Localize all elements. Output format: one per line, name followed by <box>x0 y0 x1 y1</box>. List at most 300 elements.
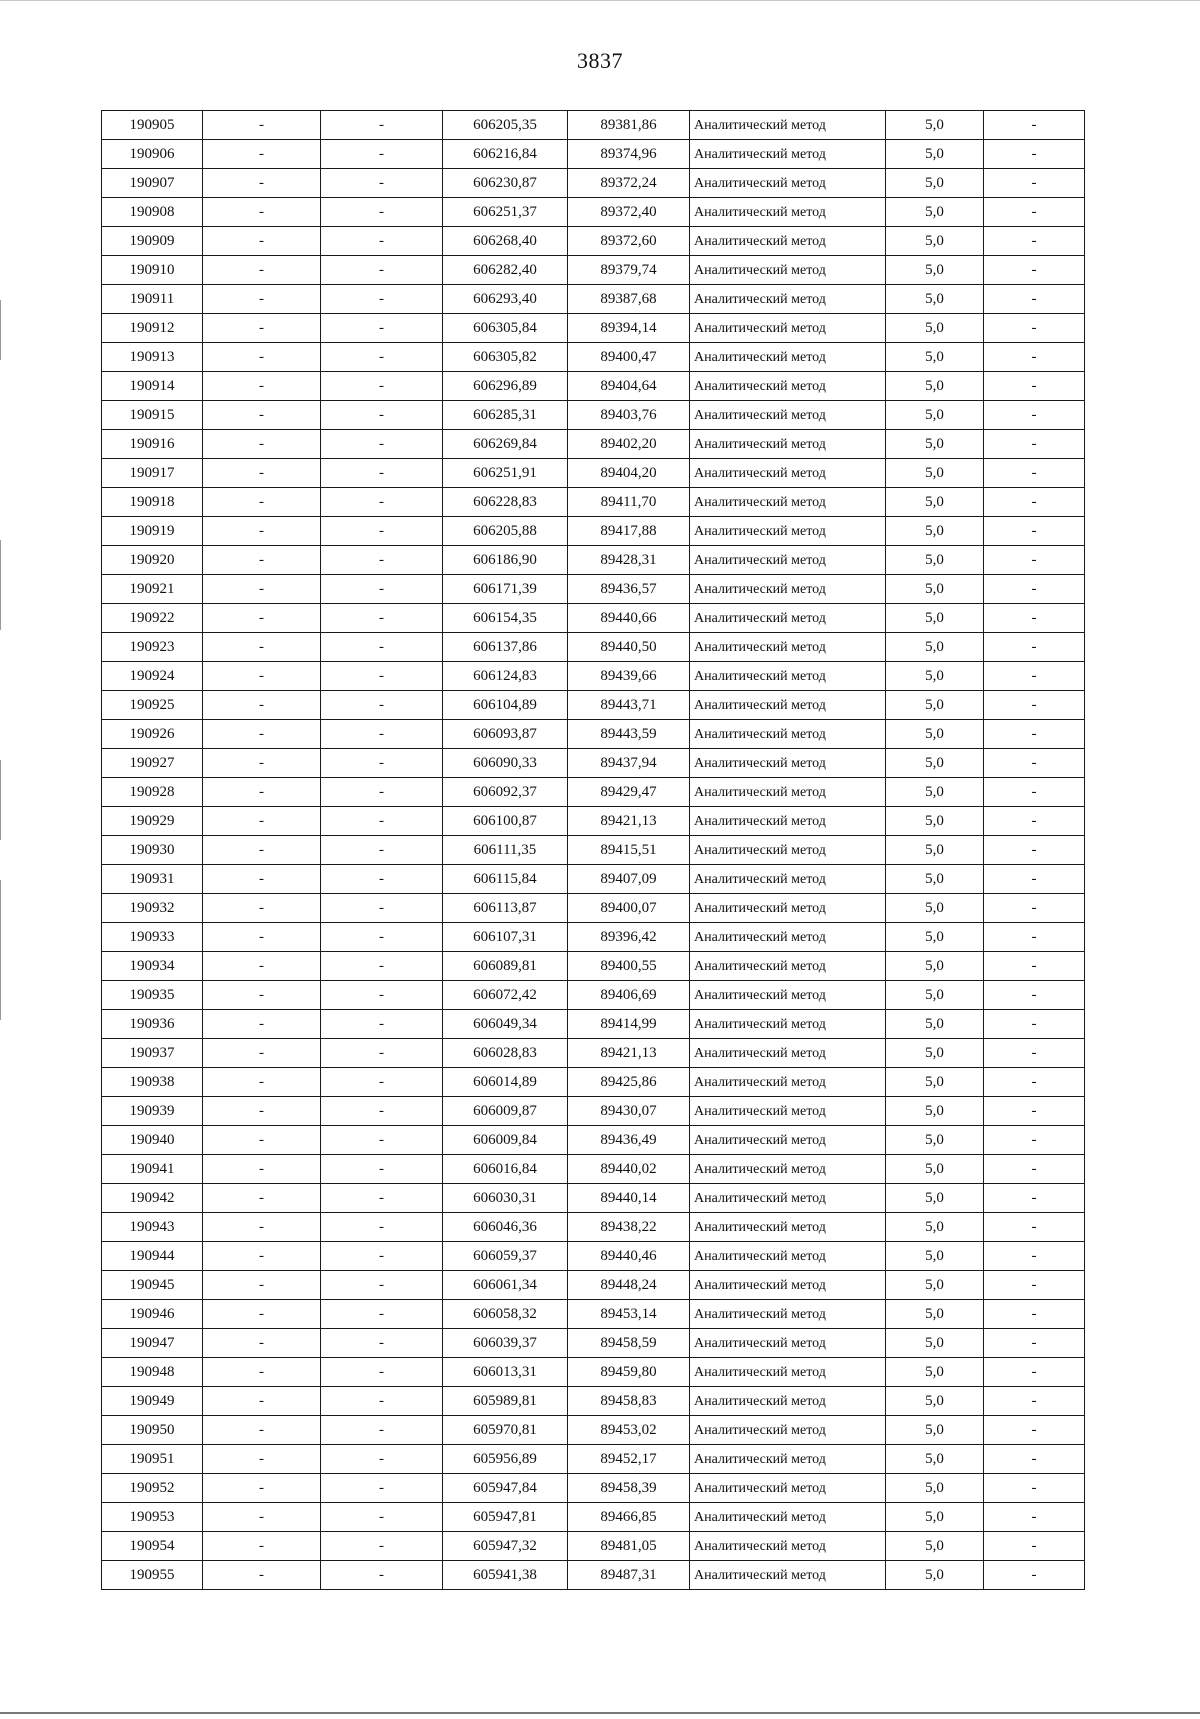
cell-point-number: 190914 <box>102 372 203 401</box>
cell-method: Аналитический метод <box>690 981 886 1010</box>
cell-col-8: - <box>984 169 1085 198</box>
cell-accuracy: 5,0 <box>886 865 984 894</box>
cell-col-8: - <box>984 691 1085 720</box>
cell-x-coordinate: 606115,84 <box>443 865 568 894</box>
cell-col-8: - <box>984 1010 1085 1039</box>
cell-col-8: - <box>984 488 1085 517</box>
cell-col-8: - <box>984 662 1085 691</box>
cell-accuracy: 5,0 <box>886 1300 984 1329</box>
cell-y-coordinate: 89481,05 <box>568 1532 690 1561</box>
cell-col-8: - <box>984 1358 1085 1387</box>
cell-col-2: - <box>203 459 321 488</box>
cell-x-coordinate: 606269,84 <box>443 430 568 459</box>
table-row <box>102 952 1085 981</box>
cell-col-8: - <box>984 1329 1085 1358</box>
cell-y-coordinate: 89453,14 <box>568 1300 690 1329</box>
cell-col-3: - <box>321 1300 443 1329</box>
cell-point-number: 190938 <box>102 1068 203 1097</box>
cell-accuracy: 5,0 <box>886 517 984 546</box>
cell-col-8: - <box>984 1445 1085 1474</box>
table-row <box>102 749 1085 778</box>
cell-accuracy: 5,0 <box>886 1358 984 1387</box>
cell-point-number: 190909 <box>102 227 203 256</box>
cell-point-number: 190918 <box>102 488 203 517</box>
cell-col-8: - <box>984 575 1085 604</box>
cell-y-coordinate: 89421,13 <box>568 807 690 836</box>
cell-accuracy: 5,0 <box>886 140 984 169</box>
cell-col-8: - <box>984 865 1085 894</box>
cell-method: Аналитический метод <box>690 836 886 865</box>
cell-col-3: - <box>321 1213 443 1242</box>
cell-method: Аналитический метод <box>690 691 886 720</box>
cell-y-coordinate: 89459,80 <box>568 1358 690 1387</box>
cell-point-number: 190942 <box>102 1184 203 1213</box>
cell-x-coordinate: 606107,31 <box>443 923 568 952</box>
cell-col-8: - <box>984 981 1085 1010</box>
table-row <box>102 575 1085 604</box>
cell-point-number: 190954 <box>102 1532 203 1561</box>
table-row <box>102 1387 1085 1416</box>
cell-point-number: 190932 <box>102 894 203 923</box>
cell-col-2: - <box>203 430 321 459</box>
cell-col-3: - <box>321 807 443 836</box>
cell-col-3: - <box>321 633 443 662</box>
cell-y-coordinate: 89381,86 <box>568 111 690 140</box>
cell-col-3: - <box>321 1329 443 1358</box>
cell-accuracy: 5,0 <box>886 894 984 923</box>
cell-method: Аналитический метод <box>690 1039 886 1068</box>
cell-col-2: - <box>203 575 321 604</box>
cell-y-coordinate: 89436,49 <box>568 1126 690 1155</box>
table-row <box>102 1010 1085 1039</box>
cell-x-coordinate: 606230,87 <box>443 169 568 198</box>
cell-col-8: - <box>984 1126 1085 1155</box>
cell-col-2: - <box>203 314 321 343</box>
cell-method: Аналитический метод <box>690 1387 886 1416</box>
cell-y-coordinate: 89439,66 <box>568 662 690 691</box>
cell-point-number: 190933 <box>102 923 203 952</box>
table-row <box>102 1300 1085 1329</box>
cell-col-2: - <box>203 343 321 372</box>
cell-accuracy: 5,0 <box>886 285 984 314</box>
table-row <box>102 256 1085 285</box>
cell-y-coordinate: 89487,31 <box>568 1561 690 1590</box>
cell-x-coordinate: 606228,83 <box>443 488 568 517</box>
cell-col-8: - <box>984 256 1085 285</box>
cell-x-coordinate: 605941,38 <box>443 1561 568 1590</box>
cell-col-3: - <box>321 372 443 401</box>
cell-method: Аналитический метод <box>690 1416 886 1445</box>
cell-col-3: - <box>321 546 443 575</box>
cell-col-2: - <box>203 1532 321 1561</box>
cell-accuracy: 5,0 <box>886 1213 984 1242</box>
cell-method: Аналитический метод <box>690 807 886 836</box>
cell-x-coordinate: 606111,35 <box>443 836 568 865</box>
cell-y-coordinate: 89458,59 <box>568 1329 690 1358</box>
cell-accuracy: 5,0 <box>886 227 984 256</box>
cell-x-coordinate: 606285,31 <box>443 401 568 430</box>
cell-method: Аналитический метод <box>690 372 886 401</box>
cell-col-3: - <box>321 1068 443 1097</box>
cell-x-coordinate: 606014,89 <box>443 1068 568 1097</box>
cell-x-coordinate: 606268,40 <box>443 227 568 256</box>
cell-accuracy: 5,0 <box>886 604 984 633</box>
table-row <box>102 314 1085 343</box>
cell-accuracy: 5,0 <box>886 981 984 1010</box>
table-row <box>102 459 1085 488</box>
cell-y-coordinate: 89440,02 <box>568 1155 690 1184</box>
table-row <box>102 517 1085 546</box>
cell-col-3: - <box>321 662 443 691</box>
cell-method: Аналитический метод <box>690 198 886 227</box>
cell-accuracy: 5,0 <box>886 314 984 343</box>
cell-y-coordinate: 89403,76 <box>568 401 690 430</box>
cell-point-number: 190922 <box>102 604 203 633</box>
cell-method: Аналитический метод <box>690 1503 886 1532</box>
cell-point-number: 190927 <box>102 749 203 778</box>
cell-y-coordinate: 89404,64 <box>568 372 690 401</box>
cell-x-coordinate: 606061,34 <box>443 1271 568 1300</box>
cell-col-2: - <box>203 691 321 720</box>
cell-x-coordinate: 606030,31 <box>443 1184 568 1213</box>
cell-col-3: - <box>321 198 443 227</box>
cell-point-number: 190950 <box>102 1416 203 1445</box>
table-row <box>102 1155 1085 1184</box>
cell-accuracy: 5,0 <box>886 1155 984 1184</box>
table-row <box>102 1097 1085 1126</box>
cell-col-3: - <box>321 1358 443 1387</box>
cell-col-8: - <box>984 1242 1085 1271</box>
cell-point-number: 190920 <box>102 546 203 575</box>
cell-accuracy: 5,0 <box>886 1039 984 1068</box>
cell-accuracy: 5,0 <box>886 169 984 198</box>
table-row <box>102 169 1085 198</box>
scan-left-edge-mark <box>0 300 1 360</box>
cell-col-8: - <box>984 749 1085 778</box>
cell-col-2: - <box>203 488 321 517</box>
cell-col-2: - <box>203 1474 321 1503</box>
cell-col-8: - <box>984 604 1085 633</box>
cell-method: Аналитический метод <box>690 1155 886 1184</box>
table-row <box>102 1532 1085 1561</box>
cell-accuracy: 5,0 <box>886 807 984 836</box>
cell-col-2: - <box>203 778 321 807</box>
cell-point-number: 190936 <box>102 1010 203 1039</box>
cell-point-number: 190947 <box>102 1329 203 1358</box>
cell-method: Аналитический метод <box>690 546 886 575</box>
cell-x-coordinate: 606251,91 <box>443 459 568 488</box>
cell-col-3: - <box>321 1532 443 1561</box>
cell-x-coordinate: 606305,82 <box>443 343 568 372</box>
cell-y-coordinate: 89417,88 <box>568 517 690 546</box>
cell-col-8: - <box>984 546 1085 575</box>
cell-col-2: - <box>203 227 321 256</box>
cell-method: Аналитический метод <box>690 1184 886 1213</box>
cell-col-2: - <box>203 1097 321 1126</box>
table-row <box>102 1358 1085 1387</box>
cell-point-number: 190930 <box>102 836 203 865</box>
table-row <box>102 401 1085 430</box>
table-row <box>102 1068 1085 1097</box>
cell-x-coordinate: 606205,35 <box>443 111 568 140</box>
cell-point-number: 190955 <box>102 1561 203 1590</box>
cell-x-coordinate: 606216,84 <box>443 140 568 169</box>
cell-y-coordinate: 89374,96 <box>568 140 690 169</box>
cell-point-number: 190951 <box>102 1445 203 1474</box>
cell-y-coordinate: 89443,59 <box>568 720 690 749</box>
cell-y-coordinate: 89396,42 <box>568 923 690 952</box>
cell-method: Аналитический метод <box>690 285 886 314</box>
cell-point-number: 190935 <box>102 981 203 1010</box>
cell-col-8: - <box>984 140 1085 169</box>
cell-method: Аналитический метод <box>690 343 886 372</box>
cell-y-coordinate: 89407,09 <box>568 865 690 894</box>
table-row <box>102 1184 1085 1213</box>
cell-x-coordinate: 605989,81 <box>443 1387 568 1416</box>
cell-col-8: - <box>984 227 1085 256</box>
cell-method: Аналитический метод <box>690 1242 886 1271</box>
cell-y-coordinate: 89438,22 <box>568 1213 690 1242</box>
cell-y-coordinate: 89436,57 <box>568 575 690 604</box>
cell-col-3: - <box>321 1503 443 1532</box>
cell-y-coordinate: 89428,31 <box>568 546 690 575</box>
cell-x-coordinate: 606028,83 <box>443 1039 568 1068</box>
cell-x-coordinate: 606090,33 <box>443 749 568 778</box>
cell-x-coordinate: 606305,84 <box>443 314 568 343</box>
table-row <box>102 1561 1085 1590</box>
cell-col-8: - <box>984 894 1085 923</box>
cell-col-8: - <box>984 430 1085 459</box>
cell-y-coordinate: 89421,13 <box>568 1039 690 1068</box>
scan-bottom-edge <box>0 1712 1200 1714</box>
cell-col-3: - <box>321 923 443 952</box>
cell-col-8: - <box>984 836 1085 865</box>
cell-method: Аналитический метод <box>690 1474 886 1503</box>
cell-col-3: - <box>321 343 443 372</box>
cell-accuracy: 5,0 <box>886 1416 984 1445</box>
table-row <box>102 1242 1085 1271</box>
cell-y-coordinate: 89372,24 <box>568 169 690 198</box>
cell-col-8: - <box>984 111 1085 140</box>
cell-col-8: - <box>984 1416 1085 1445</box>
cell-y-coordinate: 89379,74 <box>568 256 690 285</box>
cell-col-8: - <box>984 198 1085 227</box>
cell-col-3: - <box>321 1126 443 1155</box>
table-row <box>102 894 1085 923</box>
table-row <box>102 865 1085 894</box>
cell-accuracy: 5,0 <box>886 1184 984 1213</box>
cell-col-3: - <box>321 401 443 430</box>
cell-y-coordinate: 89440,50 <box>568 633 690 662</box>
cell-col-8: - <box>984 807 1085 836</box>
cell-col-3: - <box>321 169 443 198</box>
table-row <box>102 807 1085 836</box>
table-row <box>102 1329 1085 1358</box>
cell-col-3: - <box>321 749 443 778</box>
cell-x-coordinate: 606104,89 <box>443 691 568 720</box>
cell-col-2: - <box>203 836 321 865</box>
cell-x-coordinate: 606013,31 <box>443 1358 568 1387</box>
cell-y-coordinate: 89406,69 <box>568 981 690 1010</box>
cell-y-coordinate: 89440,46 <box>568 1242 690 1271</box>
cell-y-coordinate: 89394,14 <box>568 314 690 343</box>
cell-accuracy: 5,0 <box>886 1068 984 1097</box>
cell-y-coordinate: 89448,24 <box>568 1271 690 1300</box>
cell-y-coordinate: 89466,85 <box>568 1503 690 1532</box>
cell-col-2: - <box>203 604 321 633</box>
cell-col-2: - <box>203 923 321 952</box>
cell-point-number: 190944 <box>102 1242 203 1271</box>
cell-y-coordinate: 89440,66 <box>568 604 690 633</box>
cell-accuracy: 5,0 <box>886 952 984 981</box>
cell-method: Аналитический метод <box>690 1271 886 1300</box>
cell-x-coordinate: 606059,37 <box>443 1242 568 1271</box>
cell-y-coordinate: 89458,83 <box>568 1387 690 1416</box>
table-row <box>102 1271 1085 1300</box>
cell-y-coordinate: 89430,07 <box>568 1097 690 1126</box>
cell-method: Аналитический метод <box>690 1532 886 1561</box>
cell-point-number: 190916 <box>102 430 203 459</box>
cell-accuracy: 5,0 <box>886 836 984 865</box>
cell-col-2: - <box>203 1329 321 1358</box>
cell-accuracy: 5,0 <box>886 1271 984 1300</box>
cell-col-3: - <box>321 488 443 517</box>
table-row <box>102 430 1085 459</box>
cell-col-2: - <box>203 198 321 227</box>
cell-y-coordinate: 89437,94 <box>568 749 690 778</box>
table-row <box>102 1039 1085 1068</box>
cell-point-number: 190941 <box>102 1155 203 1184</box>
cell-col-8: - <box>984 952 1085 981</box>
cell-y-coordinate: 89452,17 <box>568 1445 690 1474</box>
cell-col-2: - <box>203 1358 321 1387</box>
table-row <box>102 140 1085 169</box>
cell-method: Аналитический метод <box>690 865 886 894</box>
cell-accuracy: 5,0 <box>886 691 984 720</box>
cell-col-2: - <box>203 1271 321 1300</box>
cell-col-3: - <box>321 285 443 314</box>
cell-method: Аналитический метод <box>690 169 886 198</box>
cell-col-3: - <box>321 894 443 923</box>
table-row <box>102 1416 1085 1445</box>
cell-accuracy: 5,0 <box>886 488 984 517</box>
cell-accuracy: 5,0 <box>886 662 984 691</box>
cell-col-8: - <box>984 1184 1085 1213</box>
cell-col-2: - <box>203 1561 321 1590</box>
cell-method: Аналитический метод <box>690 1561 886 1590</box>
coordinates-table <box>101 110 1085 1590</box>
cell-col-3: - <box>321 517 443 546</box>
cell-x-coordinate: 606296,89 <box>443 372 568 401</box>
cell-point-number: 190912 <box>102 314 203 343</box>
cell-x-coordinate: 605970,81 <box>443 1416 568 1445</box>
cell-col-8: - <box>984 1271 1085 1300</box>
cell-col-3: - <box>321 140 443 169</box>
cell-col-2: - <box>203 169 321 198</box>
cell-col-3: - <box>321 1242 443 1271</box>
cell-x-coordinate: 606282,40 <box>443 256 568 285</box>
cell-col-8: - <box>984 1155 1085 1184</box>
cell-col-8: - <box>984 1503 1085 1532</box>
cell-method: Аналитический метод <box>690 517 886 546</box>
table-row <box>102 604 1085 633</box>
table-row <box>102 1213 1085 1242</box>
table-row <box>102 923 1085 952</box>
cell-point-number: 190915 <box>102 401 203 430</box>
cell-x-coordinate: 606093,87 <box>443 720 568 749</box>
cell-x-coordinate: 606009,84 <box>443 1126 568 1155</box>
cell-x-coordinate: 606089,81 <box>443 952 568 981</box>
cell-method: Аналитический метод <box>690 1445 886 1474</box>
cell-point-number: 190948 <box>102 1358 203 1387</box>
cell-point-number: 190921 <box>102 575 203 604</box>
cell-point-number: 190928 <box>102 778 203 807</box>
cell-col-8: - <box>984 1097 1085 1126</box>
cell-col-3: - <box>321 778 443 807</box>
cell-method: Аналитический метод <box>690 894 886 923</box>
cell-x-coordinate: 606072,42 <box>443 981 568 1010</box>
cell-x-coordinate: 606046,36 <box>443 1213 568 1242</box>
cell-method: Аналитический метод <box>690 633 886 662</box>
cell-y-coordinate: 89453,02 <box>568 1416 690 1445</box>
cell-method: Аналитический метод <box>690 1010 886 1039</box>
scan-left-edge-mark <box>0 880 1 1020</box>
cell-col-3: - <box>321 981 443 1010</box>
cell-accuracy: 5,0 <box>886 1532 984 1561</box>
cell-col-8: - <box>984 314 1085 343</box>
table-row <box>102 720 1085 749</box>
cell-method: Аналитический метод <box>690 778 886 807</box>
cell-method: Аналитический метод <box>690 662 886 691</box>
cell-col-8: - <box>984 285 1085 314</box>
cell-method: Аналитический метод <box>690 227 886 256</box>
cell-x-coordinate: 606092,37 <box>443 778 568 807</box>
cell-accuracy: 5,0 <box>886 720 984 749</box>
cell-point-number: 190934 <box>102 952 203 981</box>
cell-method: Аналитический метод <box>690 256 886 285</box>
cell-method: Аналитический метод <box>690 430 886 459</box>
table-row <box>102 227 1085 256</box>
cell-col-3: - <box>321 1155 443 1184</box>
table-row <box>102 836 1085 865</box>
cell-col-3: - <box>321 256 443 285</box>
cell-col-2: - <box>203 1039 321 1068</box>
cell-point-number: 190929 <box>102 807 203 836</box>
cell-col-2: - <box>203 1126 321 1155</box>
table-row <box>102 633 1085 662</box>
cell-method: Аналитический метод <box>690 1068 886 1097</box>
table-row <box>102 343 1085 372</box>
cell-accuracy: 5,0 <box>886 1387 984 1416</box>
cell-method: Аналитический метод <box>690 1126 886 1155</box>
cell-accuracy: 5,0 <box>886 778 984 807</box>
cell-point-number: 190906 <box>102 140 203 169</box>
table-row <box>102 1445 1085 1474</box>
cell-col-8: - <box>984 343 1085 372</box>
table-row <box>102 198 1085 227</box>
cell-col-3: - <box>321 227 443 256</box>
cell-col-8: - <box>984 517 1085 546</box>
cell-point-number: 190923 <box>102 633 203 662</box>
cell-col-3: - <box>321 1445 443 1474</box>
cell-col-8: - <box>984 1387 1085 1416</box>
cell-point-number: 190908 <box>102 198 203 227</box>
cell-y-coordinate: 89425,86 <box>568 1068 690 1097</box>
cell-col-8: - <box>984 401 1085 430</box>
cell-x-coordinate: 606009,87 <box>443 1097 568 1126</box>
cell-x-coordinate: 606049,34 <box>443 1010 568 1039</box>
cell-col-2: - <box>203 894 321 923</box>
